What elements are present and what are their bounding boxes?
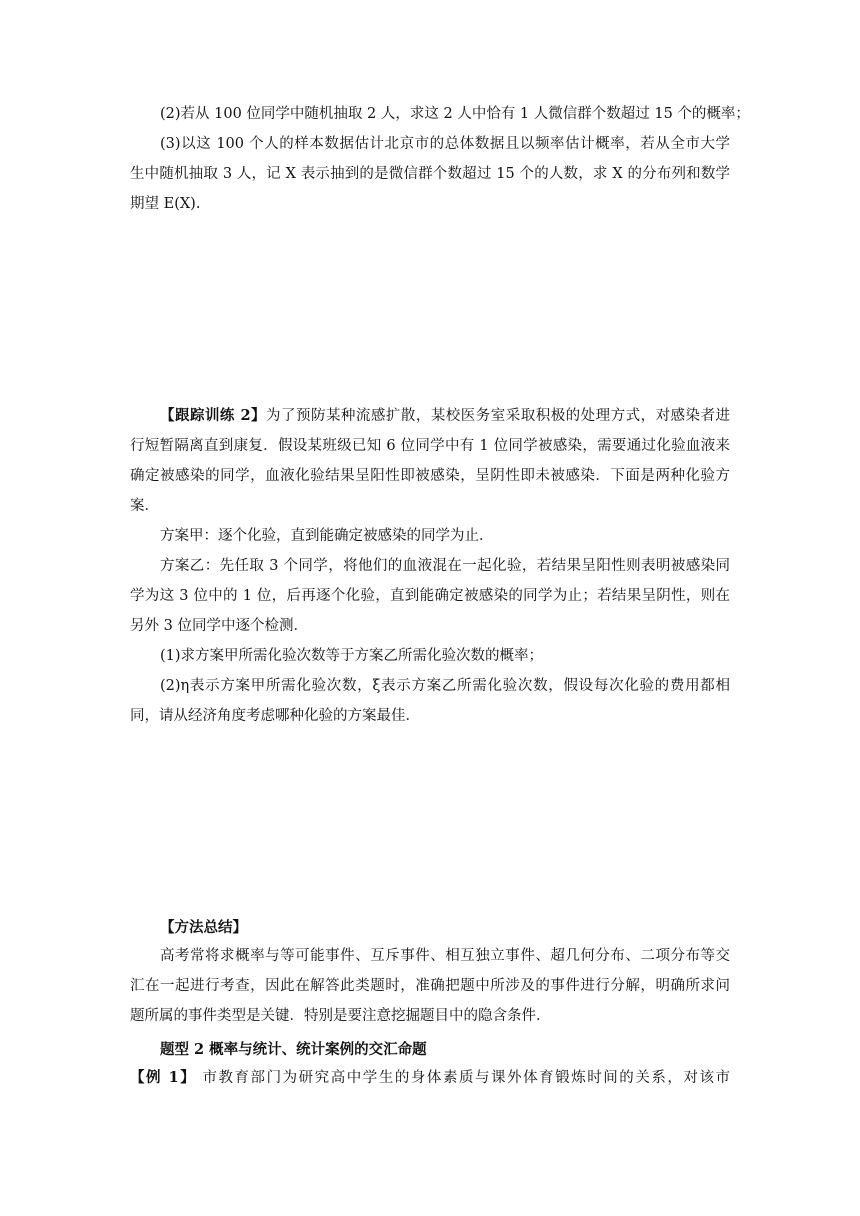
method-summary-line-1: 高考常将求概率与等可能事件、互斥事件、相互独立事件、超几何分布、二项分布等交 xyxy=(160,948,730,964)
example-1-text: 市教育部门为研究高中学生的身体素质与课外体育锻炼时间的关系，对该市 xyxy=(196,1070,731,1086)
plan-a-text: 方案甲：逐个化验，直到能确定被感染的同学为止． xyxy=(160,528,494,544)
training-question-2-line-2: 同，请从经济角度考虑哪种化验的方案最佳． xyxy=(130,708,420,724)
method-summary-heading: 【方法总结】 xyxy=(160,919,247,936)
training-2-line-3: 确定被感染的同学，血液化验结果呈阳性即被感染，呈阴性即未被感染．下面是两种化验方 xyxy=(130,468,730,484)
example-1-tag: 【例 1】 xyxy=(130,1069,197,1086)
question-3-line-2: 生中随机抽取 3 人，记 X 表示抽到的是微信群个数超过 15 个的人数，求 X 的分布列和数学 xyxy=(130,166,730,182)
plan-b-line-1: 方案乙：先任取 3 个同学，将他们的血液混在一起化验，若结果呈阳性则表明被感染同 xyxy=(160,558,730,574)
plan-b-line-3: 另外 3 位同学中逐个检测． xyxy=(130,618,308,634)
question-3-line-3: 期望 E(X). xyxy=(130,196,201,212)
training-question-2-line-1: (2)η表示方案甲所需化验次数，ξ表示方案乙所需化验次数，假设每次化验的费用都相 xyxy=(160,678,730,694)
question-3-line-1: (3)以这 100 个人的样本数据估计北京市的总体数据且以频率估计概率，若从全市大学 xyxy=(160,136,730,152)
type-2-heading: 题型 2 概率与统计、统计案例的交汇命题 xyxy=(160,1041,427,1058)
training-2-line-1 xyxy=(160,406,730,426)
question-2-text: (2)若从 100 位同学中随机抽取 2 人，求这 2 人中恰有 1 人微信群个数超过 15 个的概率； xyxy=(160,106,750,122)
method-summary-line-3: 题所属的事件类型是关键．特别是要注意挖掘题目中的隐含条件． xyxy=(130,1008,551,1024)
training-question-1: (1)求方案甲所需化验次数等于方案乙所需化验次数的概率； xyxy=(160,648,544,664)
plan-b-line-2: 学为这 3 位中的 1 位，后再逐个化验，直到能确定被感染的同学为止；若结果呈阴性，则在 xyxy=(130,588,730,604)
training-2-intro: 为了预防某种流感扩散，某校医务室采取积极的处理方式，对感染者进 xyxy=(266,408,731,424)
training-2-line-2: 行短暂隔离直到康复．假设某班级已知 6 位同学中有 1 位同学被感染，需要通过化验血液来 xyxy=(130,438,730,454)
training-2-tag: 【跟踪训练 2】 xyxy=(160,407,267,424)
method-summary-line-2: 汇在一起进行考查，因此在解答此类题时，准确把题中所涉及的事件进行分解，明确所求问 xyxy=(130,978,730,994)
example-1-line xyxy=(130,1068,730,1088)
training-2-line-4: 案． xyxy=(130,498,159,514)
